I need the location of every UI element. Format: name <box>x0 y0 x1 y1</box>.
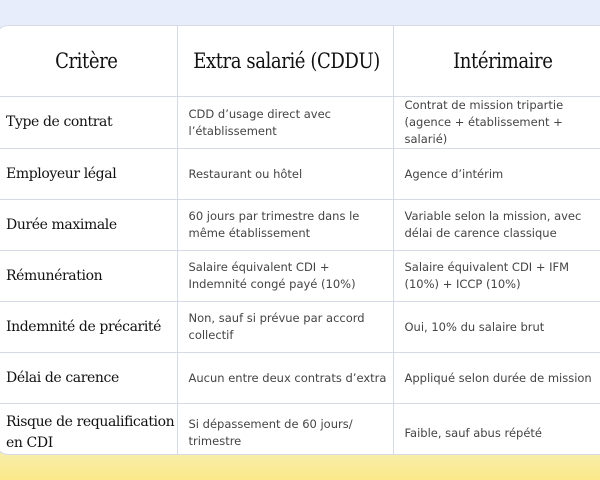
extra-cell: Non, sauf si prévue par accord collectif <box>177 302 393 353</box>
table-row <box>0 404 600 456</box>
table-row <box>0 200 600 251</box>
table-row <box>0 353 600 404</box>
extra-cell: Restaurant ou hôtel <box>177 149 393 200</box>
comparison-card <box>0 25 600 455</box>
interim-cell: Appliqué selon durée de mission <box>393 353 600 404</box>
table-row <box>0 97 600 149</box>
table-row <box>0 149 600 200</box>
interim-cell: Faible, sauf abus répété <box>393 404 600 456</box>
criterion-cell: Indemnité de précarité <box>0 302 177 353</box>
criterion-cell: Rémunération <box>0 251 177 302</box>
extra-cell: CDD d’usage direct avec l’établissement <box>177 97 393 149</box>
criterion-cell: Délai de carence <box>0 353 177 404</box>
interim-cell: Oui, 10% du salaire brut <box>393 302 600 353</box>
header-extra: Extra salarié (CDDU) <box>177 26 393 97</box>
criterion-cell: Employeur légal <box>0 149 177 200</box>
criterion-cell: Type de contrat <box>0 97 177 149</box>
table-row <box>0 302 600 353</box>
header-interim: Intérimaire <box>393 26 600 97</box>
criterion-cell: Risque de requalification en CDI <box>0 404 177 456</box>
extra-cell: 60 jours par trimestre dans le même établissement <box>177 200 393 251</box>
extra-cell: Salaire équivalent CDI + Indemnité congé payé (10%) <box>177 251 393 302</box>
interim-cell: Salaire équivalent CDI + IFM (10%) + ICCP (10%) <box>393 251 600 302</box>
extra-cell: Si dépassement de 60 jours/ trimestre <box>177 404 393 456</box>
criterion-cell: Durée maximale <box>0 200 177 251</box>
interim-cell: Variable selon la mission, avec délai de carence classique <box>393 200 600 251</box>
interim-cell: Agence d’intérim <box>393 149 600 200</box>
interim-cell: Contrat de mission tripartie (agence + établissement + salarié) <box>393 97 600 149</box>
table-header-row <box>0 26 600 97</box>
header-criterion: Critère <box>0 26 177 97</box>
extra-cell: Aucun entre deux contrats d’extra <box>177 353 393 404</box>
comparison-table <box>0 26 600 455</box>
table-row <box>0 251 600 302</box>
